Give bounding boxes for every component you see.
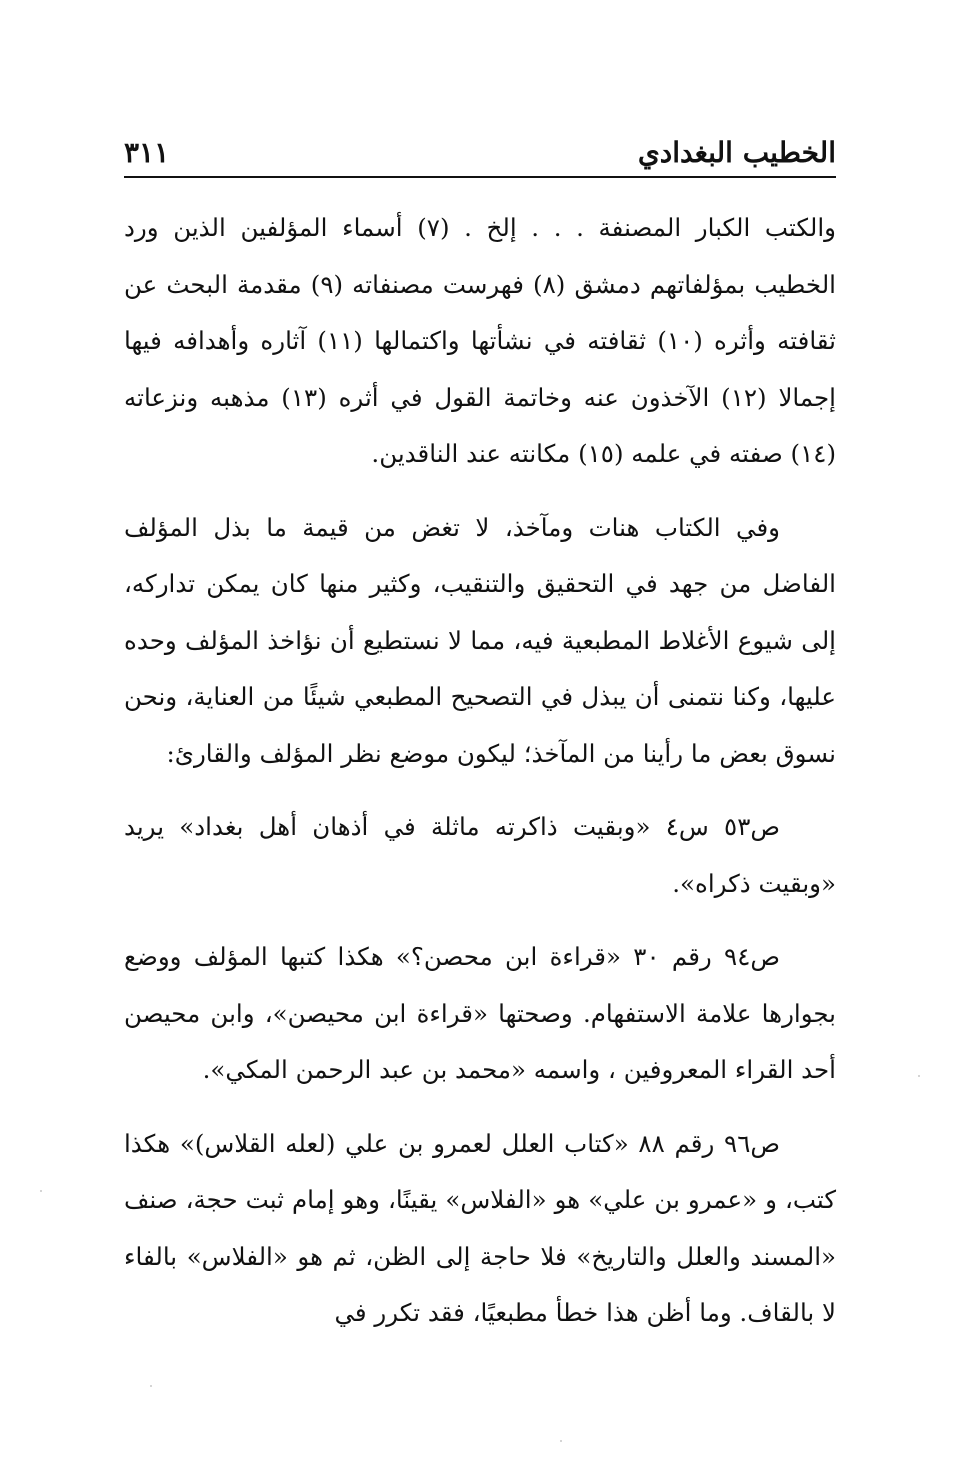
- scan-speck: [560, 1440, 562, 1442]
- running-header: [124, 128, 836, 172]
- paragraph-note-p96: ص٩٦ رقم ٨٨ «كتاب العلل لعمرو بن علي (لعله القلاس)» هكذا كتب، و «عمرو بن علي» هو «الفلاس» يقينًا، وهو إمام ثبت حجة، صنف «المسند والعلل والتاريخ» فلا حاجة إلى الظن، ثم هو «الفلاس» بالفاء لا بالقاف. وما أظن هذا خطأ مطبعيًا، فقد تكرر في: [124, 1128, 836, 1327]
- page-number: ٣١١: [124, 136, 170, 169]
- scan-speck: [150, 1385, 152, 1387]
- paragraph-critique-intro: وفي الكتاب هنات ومآخذ، لا تغض من قيمة ما بذل المؤلف الفاضل من جهد في التحقيق والتنقيب، وكثير منها كان يمكن تداركه، إلى شيوع الأغلاط المطبعية فيه، مما لا نستطيع أن نؤاخذ المؤلف وحده عليها، وكنا نتمنى أن يبذل في التصحيح المطبعي شيئًا من العناية، ونحن نسوق بعض ما رأينا من المآخذ؛ ليكون موضع نظر المؤلف والقارئ:: [124, 512, 836, 768]
- paragraph-note-p94: ص٩٤ رقم ٣٠ «قراءة ابن محصن؟» هكذا كتبها المؤلف ووضع بجوارها علامة الاستفهام. وصحتها «قراءة ابن محيصن»، وابن محيصن أحد القراء المعروفين ، واسمه «محمد بن عبد الرحمن المكي».: [124, 942, 836, 1084]
- header-rule: [124, 176, 836, 178]
- paragraph-note-p53: ص٥٣ س٤ «وبقيت ذاكرته ماثلة في أذهان أهل بغداد» يريد «وبقيت ذكراه».: [124, 812, 836, 898]
- scan-speck: [40, 1190, 42, 1192]
- body-text: [124, 200, 836, 1342]
- running-title: الخطيب البغدادي: [637, 136, 836, 169]
- scan-speck: [918, 1075, 920, 1077]
- paragraph-chapter-list: والكتب الكبار المصنفة . . . إلخ . (٧) أسماء المؤلفين الذين ورد الخطيب بمؤلفاتهم دمشق (٨) فهرست مصنفاته (٩) مقدمة البحث عن ثقافته وأثره (١٠) ثقافته في نشأتها واكتمالها (١١) آثاره وأهدافه فيها إجمالا (١٢) الآخذون عنه وخاتمة القول في أثره (١٣) مذهبه ونزعاته (١٤) صفته في علمه (١٥) مكانته عند الناقدين.: [124, 213, 836, 468]
